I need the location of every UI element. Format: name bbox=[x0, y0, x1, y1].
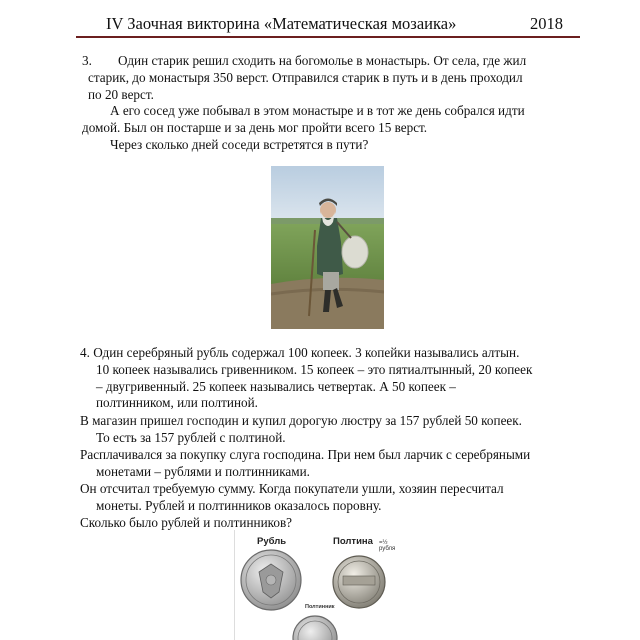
problem-3-para2-line-1: А его сосед уже побывал в этом монастыре и в тот же день собрался идти bbox=[110, 103, 525, 118]
old-man-photo bbox=[271, 166, 384, 329]
coin-label-poltina-note: =½ рубля bbox=[379, 540, 395, 552]
problem-3-question: Через сколько дней соседи встретятся в пути? bbox=[110, 137, 369, 152]
header-divider bbox=[76, 36, 580, 38]
problem-4-question: Сколько было рублей и полтинников? bbox=[80, 515, 293, 530]
problem-4-line-3: – двугривенный. 25 копеек назывались четвертак. А 50 копеек – bbox=[96, 378, 456, 394]
page-header bbox=[76, 10, 580, 36]
poltina-coin bbox=[333, 556, 385, 608]
coins-image bbox=[234, 530, 395, 640]
problem-3-text bbox=[88, 70, 576, 103]
poltinnik-coin bbox=[293, 616, 337, 640]
coin-label-poltina: Полтина bbox=[333, 536, 373, 547]
header-title: IV Заочная викторина «Математическая мозаика» bbox=[106, 14, 457, 33]
header-year: 2018 bbox=[530, 14, 563, 33]
problem-4-line-2: 10 копеек назывались гривенником. 15 копеек – это пятиалтынный, 20 копеек bbox=[96, 362, 533, 377]
problem-4-line-7: Расплачивался за покупку слуга господина. При нем был ларчик с серебряными bbox=[80, 447, 531, 462]
problem-4-line-4: полтинником, или полтиной. bbox=[96, 395, 258, 411]
problem-4-line-5: В магазин пришел господин и купил дорогую люстру за 157 рублей 50 копеек. bbox=[80, 413, 522, 428]
problem-3-line-2: старик, до монастыря 350 верст. Отправился старик в путь и в день проходил bbox=[88, 70, 523, 85]
problem-4-line-10: монеты. Рублей и полтинников оказалось поровну. bbox=[96, 498, 382, 513]
problem-4-paragraph-1-cont bbox=[96, 362, 576, 412]
coin-label-ruble: Рубль bbox=[257, 536, 287, 547]
problem-3-paragraph-2 bbox=[82, 103, 576, 136]
problem-3-line-1: Один старик решил сходить на богомолье в монастырь. От села, где жил bbox=[118, 53, 527, 68]
problem-3-para2-line-2: домой. Был он постарше и за день мог пройти всего 15 верст. bbox=[82, 119, 428, 135]
problem-3-line-3: по 20 верст. bbox=[88, 86, 154, 102]
problem-4-line-8: монетами – рублями и полтинниками. bbox=[96, 464, 310, 479]
ruble-coin bbox=[241, 550, 301, 610]
coin-label-poltinnik: Полтинник bbox=[305, 604, 335, 610]
problem-4-line-1: 4. Один серебряный рубль содержал 100 копеек. 3 копейки назывались алтын. bbox=[80, 345, 520, 360]
problem-4-line-6: То есть за 157 рублей с полтиной. bbox=[96, 430, 286, 445]
problem-4-line-9: Он отсчитал требуемую сумму. Когда покупатели ушли, хозяин пересчитал bbox=[80, 481, 504, 496]
problem-3-number: 3. bbox=[82, 53, 92, 68]
